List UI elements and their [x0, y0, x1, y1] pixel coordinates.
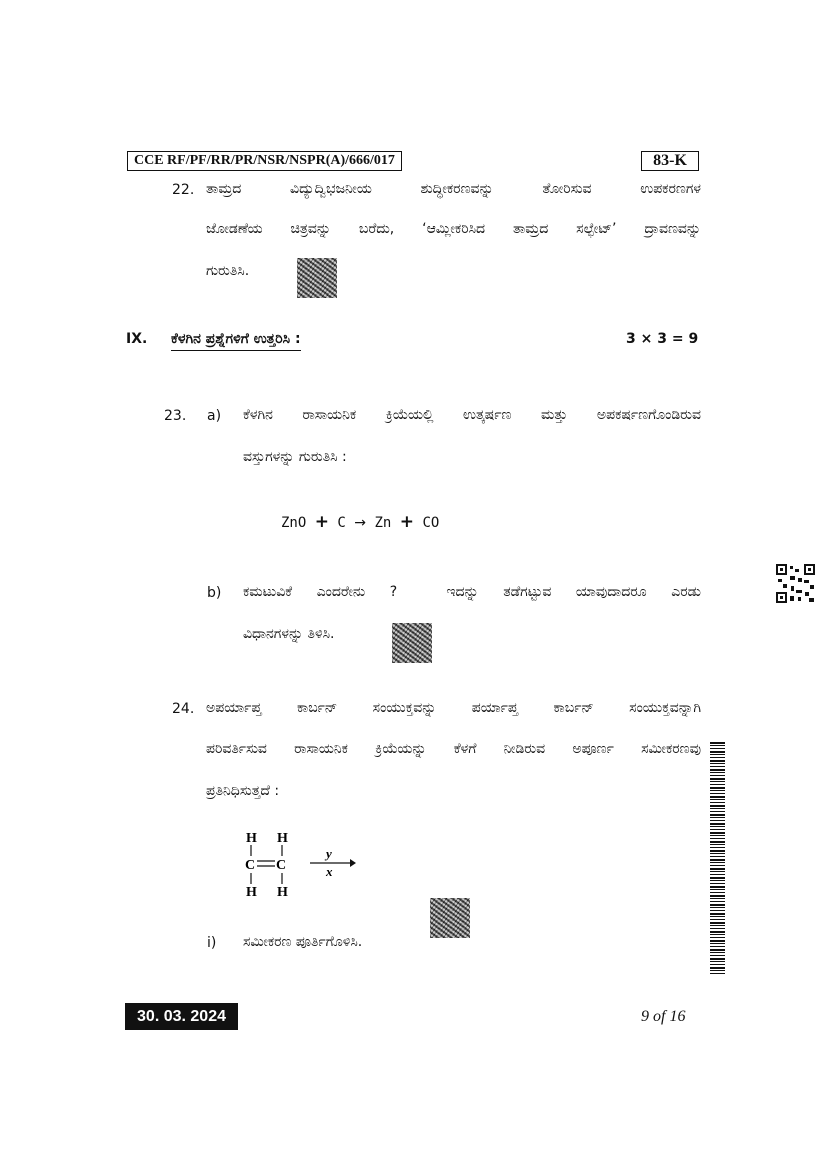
ethene-structure	[240, 828, 360, 900]
section-title: ಕೆಳಗಿನ ಪ್ರಶ್ನೆಗಳಿಗೆ ಉತ್ತರಿಸಿ :	[171, 331, 301, 351]
arrow-bottom-label: x	[326, 864, 333, 879]
page-number: 9 of 16	[641, 1008, 686, 1025]
q24-i-text: ಸಮೀಕರಣ ಪೂರ್ತಿಗೊಳಿಸಿ.	[243, 934, 363, 950]
product-zn: Zn	[374, 515, 392, 531]
q22-line1: ತಾಮ್ರದ ವಿದ್ಯುದ್ವಿಭಜನೀಯ ಶುದ್ಧೀಕರಣವನ್ನು ತೋರಿಸುವ ಉಪಕರಣಗಳ	[206, 181, 701, 197]
q23-a-line2: ವಸ್ತುಗಳನ್ನು ಗುರುತಿಸಿ :	[243, 449, 347, 465]
q24-number: 24.	[172, 701, 195, 717]
exam-code: CCE RF/PF/RR/PR/NSR/NSPR(A)/666/017	[127, 151, 402, 171]
hydrogen-atom: H	[277, 831, 288, 846]
q23-number: 23.	[164, 408, 187, 424]
carbon-atom: C	[245, 858, 256, 873]
q23-a-label: a)	[207, 408, 222, 424]
reactant-c: C	[337, 515, 346, 531]
exam-date: 30. 03. 2024	[125, 1003, 238, 1030]
q24-line3: ಪ್ರತಿನಿಧಿಸುತ್ತದೆ :	[206, 783, 280, 799]
barcode-icon	[710, 742, 725, 974]
q23-b-label: b)	[207, 585, 222, 601]
plus-sign: +	[399, 512, 415, 532]
qr-code-icon	[297, 258, 337, 298]
carbon-atom: C	[276, 858, 287, 873]
paper-code: 83-K	[641, 151, 699, 171]
product-co: CO	[422, 515, 440, 531]
q24-line1: ಅಪರ್ಯಾಪ್ತ ಕಾರ್ಬನ್ ಸಂಯುಕ್ತವನ್ನು ಪರ್ಯಾಪ್ತ ಕಾರ್ಬನ್ ಸಂಯುಕ್ತವನ್ನಾಗಿ	[206, 700, 701, 716]
q24-line2: ಪರಿವರ್ತಿಸುವ ರಾಸಾಯನಿಕ ಕ್ರಿಯೆಯನ್ನು ಕೆಳಗೆ ನೀಡಿರುವ ಅಪೂರ್ಣ ಸಮೀಕರಣವು	[206, 741, 701, 757]
reactant-zno: ZnO	[281, 515, 307, 531]
section-roman: IX.	[126, 331, 148, 347]
q23-b-line1: ಕಮಟುವಿಕೆ ಎಂದರೇನು ? ಇದನ್ನು ತಡೆಗಟ್ಟುವ ಯಾವುದಾದರೂ ಎರಡು	[243, 584, 701, 600]
q23-a-line1: ಕೆಳಗಿನ ರಾಸಾಯನಿಕ ಕ್ರಿಯೆಯಲ್ಲಿ ಉತ್ಕರ್ಷಣ ಮತ್ತು ಅಪಕರ್ಷಣಗೊಂಡಿರುವ	[243, 407, 701, 423]
q22-line2: ಜೋಡಣೆಯ ಚಿತ್ರವನ್ನು ಬರೆದು, ‘ಆಮ್ಲೀಕರಿಸಿದ ತಾಮ್ರದ ಸಲ್ಫೇಟ್’ ದ್ರಾವಣವನ್ನು	[206, 221, 701, 237]
qr-code-icon	[392, 623, 432, 663]
section-marks: 3 × 3 = 9	[626, 331, 699, 347]
reaction-arrow: →	[354, 515, 367, 531]
arrow-top-label: y	[326, 846, 332, 861]
qr-code-icon	[430, 898, 470, 938]
plus-sign: +	[314, 512, 329, 532]
hydrogen-atom: H	[277, 885, 288, 900]
q22-line3: ಗುರುತಿಸಿ.	[206, 263, 250, 279]
hydrogen-atom: H	[246, 831, 257, 846]
hydrogen-atom: H	[246, 885, 257, 900]
q24-i-label: i)	[207, 935, 217, 951]
q22-number: 22.	[172, 182, 195, 198]
side-qr-code-icon	[776, 564, 815, 603]
reaction-equation	[281, 512, 439, 532]
q23-b-line2: ವಿಧಾನಗಳನ್ನು ತಿಳಿಸಿ.	[243, 626, 335, 642]
